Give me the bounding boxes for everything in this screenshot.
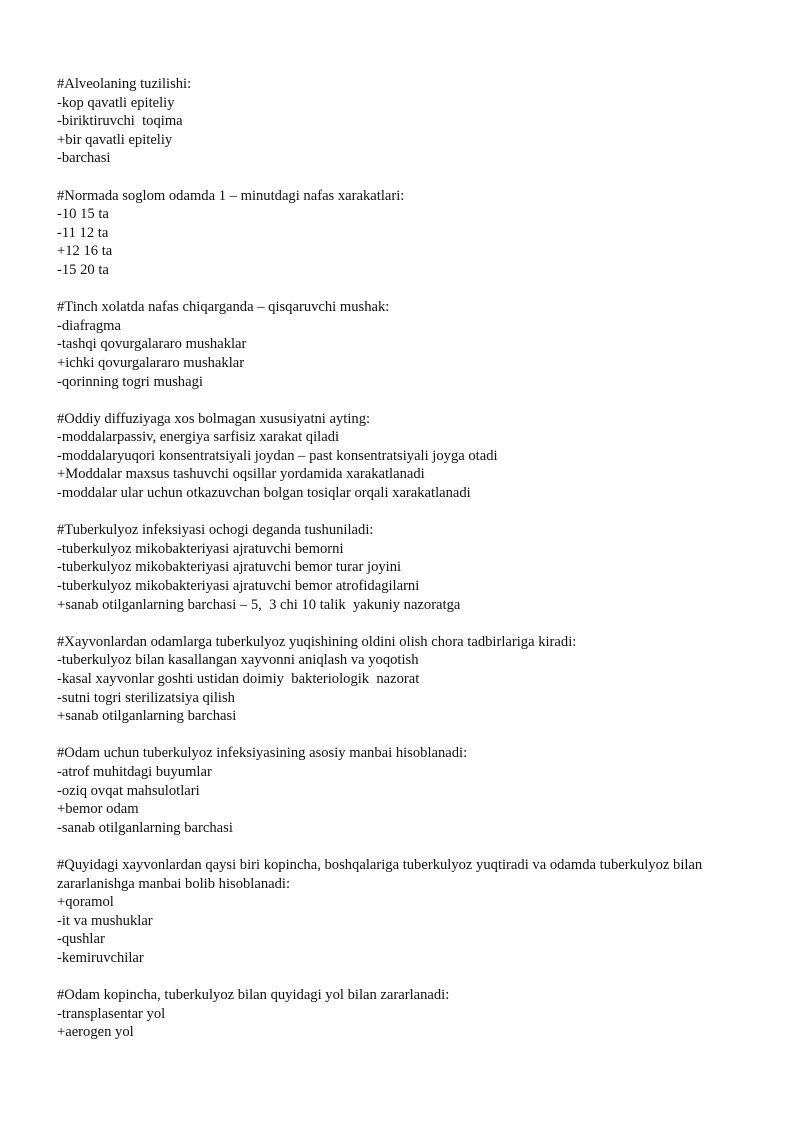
question-block [57, 75, 757, 168]
answer-option: -diafragma [57, 317, 122, 334]
question-text: #Tuberkulyoz infeksiyasi ochogi deganda tushuniladi: [57, 522, 374, 539]
question-block [57, 744, 757, 837]
answer-option-correct: +bir qavatli epiteliy [57, 131, 173, 148]
document-page [57, 75, 757, 1060]
answer-option-correct: +12 16 ta [57, 243, 113, 260]
answer-option: -atrof muhitdagi buyumlar [57, 763, 212, 780]
question-block [57, 986, 757, 1042]
answer-option: -oziq ovqat mahsulotlari [57, 782, 200, 799]
answer-option: -tuberkulyoz mikobakteriyasi ajratuvchi bemor turar joyini [57, 559, 402, 576]
question-block [57, 410, 757, 503]
answer-option: -moddalaryuqori konsentratsiyali joydan – past konsentratsiyali joyga otadi [57, 447, 498, 464]
answer-option: -kemiruvchilar [57, 949, 144, 966]
answer-option: -15 20 ta [57, 261, 109, 278]
question-text: #Oddiy diffuziyaga xos bolmagan xususiyatni ayting: [57, 410, 371, 427]
answer-option: -tuberkulyoz mikobakteriyasi ajratuvchi bemorni [57, 540, 344, 557]
answer-option: -tashqi qovurgalararo mushaklar [57, 336, 247, 353]
answer-option: -barchasi [57, 150, 111, 167]
answer-option: -10 15 ta [57, 206, 109, 223]
answer-option: -sutni togri sterilizatsiya qilish [57, 689, 235, 706]
answer-option: -tuberkulyoz bilan kasallangan xayvonni aniqlash va yoqotish [57, 652, 419, 669]
answer-option: -11 12 ta [57, 224, 109, 241]
answer-option: -it va mushuklar [57, 912, 153, 929]
question-text: #Alveolaning tuzilishi: [57, 76, 192, 92]
answer-option: -moddalar ular uchun otkazuvchan bolgan tosiqlar orqali xarakatlanadi [57, 485, 471, 502]
question-block [57, 856, 757, 968]
answer-option: -qushlar [57, 931, 105, 948]
answer-option-correct: +qoramol [57, 894, 114, 911]
question-text: #Normada soglom odamda 1 – minutdagi nafas xarakatlari: [57, 187, 405, 204]
question-text: #Quyidagi xayvonlardan qaysi biri kopincha, boshqalariga tuberkulyoz yuqtiradi va odamda tuberkulyoz bilan zararlanishga manbai bolib hisoblanadi: [57, 856, 706, 892]
answer-option: -transplasentar yol [57, 1005, 166, 1022]
answer-option: -moddalarpassiv, energiya sarfisiz xarakat qiladi [57, 429, 340, 446]
answer-option-correct: +sanab otilganlarning barchasi – 5, 3 chi 10 talik yakuniy nazoratga [57, 596, 461, 613]
question-block [57, 633, 757, 726]
answer-option-correct: +sanab otilganlarning barchasi [57, 708, 237, 725]
question-block [57, 298, 757, 391]
question-text: #Xayvonlardan odamlarga tuberkulyoz yuqishining oldini olish chora tadbirlariga kiradi: [57, 633, 577, 650]
answer-option: -kop qavatli epiteliy [57, 94, 175, 111]
question-text: #Odam kopincha, tuberkulyoz bilan quyidagi yol bilan zararlanadi: [57, 987, 450, 1004]
answer-option: -biriktiruvchi toqima [57, 113, 183, 130]
answer-option: -qorinning togri mushagi [57, 373, 203, 390]
answer-option-correct: +Moddalar maxsus tashuvchi oqsillar yordamida xarakatlanadi [57, 466, 425, 483]
answer-option-correct: +bemor odam [57, 801, 139, 818]
answer-option: -sanab otilganlarning barchasi [57, 819, 233, 836]
answer-option: -tuberkulyoz mikobakteriyasi ajratuvchi bemor atrofidagilarni [57, 578, 420, 595]
answer-option: -kasal xayvonlar goshti ustidan doimiy bakteriologik nazorat [57, 671, 420, 687]
answer-option-correct: +ichki qovurgalararo mushaklar [57, 354, 245, 371]
question-block [57, 187, 757, 280]
question-block [57, 521, 757, 614]
question-text: #Tinch xolatda nafas chiqarganda – qisqaruvchi mushak: [57, 299, 390, 316]
answer-option-correct: +aerogen yol [57, 1024, 134, 1041]
question-text: #Odam uchun tuberkulyoz infeksiyasining asosiy manbai hisoblanadi: [57, 745, 468, 762]
